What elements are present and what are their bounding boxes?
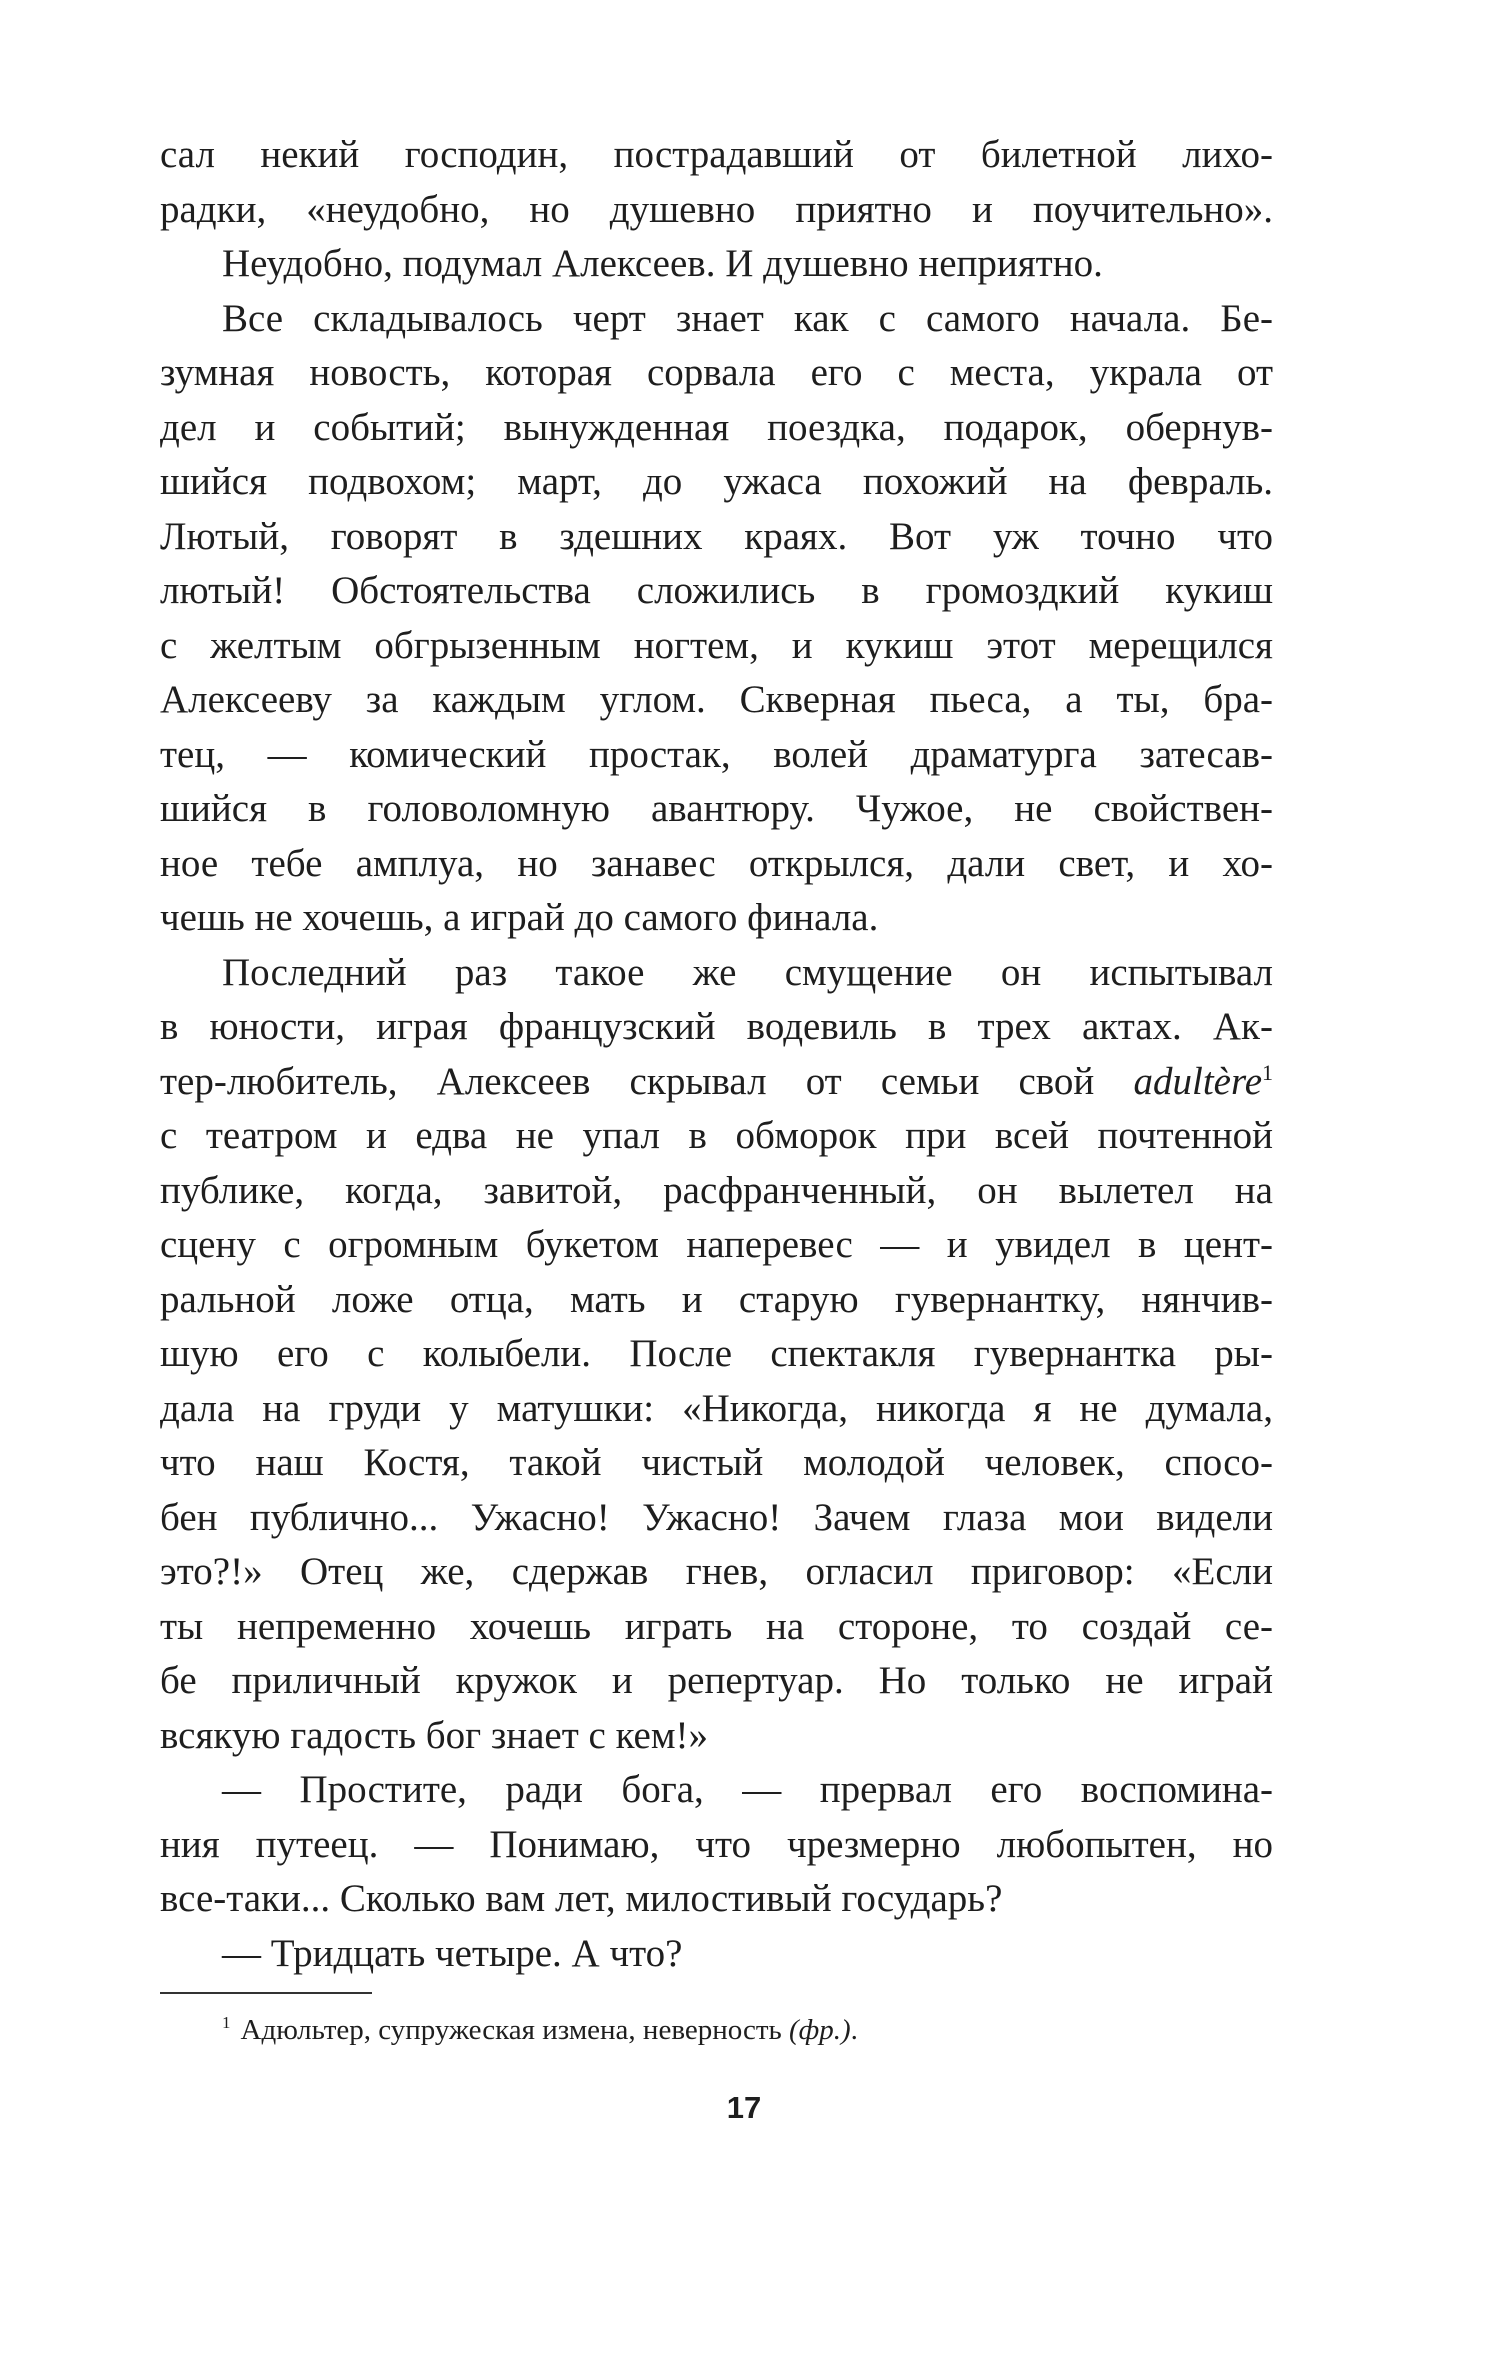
text-line: шийся в головоломную авантюру. Чужое, не свойствен- — [160, 787, 1273, 830]
text-line: Лютый, говорят в здешних краях. Вот уж точно что — [160, 514, 1273, 558]
text-line: Все складывалось черт знает как с самого начала. Бе- — [222, 296, 1273, 340]
text-line: — Простите, ради бога, — прервал его воспомина- — [222, 1768, 1273, 1811]
text-line: Неудобно, подумал Алексеев. И душевно неприятно. — [222, 242, 1103, 285]
footnote-end: . — [850, 2014, 858, 2046]
footnote-divider — [160, 1992, 372, 1994]
text-line: бе приличный кружок и репертуар. Но только не играй — [160, 1659, 1273, 1702]
text-line: это?!» Отец же, сдержав гнев, огласил приговор: «Если — [160, 1550, 1273, 1593]
footnote — [222, 2012, 858, 2048]
body-text — [160, 128, 1273, 1981]
text-line: дала на груди у матушки: «Никогда, никогда я не думала, — [160, 1386, 1273, 1430]
text-line: ральной ложе отца, мать и старую гувернантку, нянчив- — [160, 1277, 1273, 1321]
text-line: в юности, играя французский водевиль в трех актах. Ак- — [160, 1005, 1273, 1048]
text-line: что наш Костя, такой чистый молодой человек, спосо- — [160, 1441, 1273, 1484]
text-line: с желтым обгрызенным ногтем, и кукиш этот мерещился — [160, 623, 1273, 667]
text-line: бен публично... Ужасно! Ужасно! Зачем глаза мои видели — [160, 1495, 1273, 1539]
text-line: ное тебе амплуа, но занавес открылся, дали свет, и хо- — [160, 841, 1273, 885]
text-line: шийся подвохом; март, до ужаса похожий на февраль. — [160, 460, 1273, 503]
text-line: сал некий господин, пострадавший от билетной лихо- — [160, 133, 1273, 176]
text-line: шую его с колыбели. После спектакля гувернантка ры- — [160, 1332, 1273, 1375]
text-line: сцену с огромным букетом наперевес — и увидел в цент- — [160, 1223, 1273, 1266]
text-line: дел и событий; вынужденная поездка, подарок, обернув- — [160, 405, 1273, 449]
text-line: ты непременно хочешь играть на стороне, то создай се- — [160, 1604, 1273, 1648]
text-line: всякую гадость бог знает с кем!» — [160, 1713, 709, 1757]
text-line: лютый! Обстоятельства сложились в громоздкий кукиш — [160, 569, 1273, 612]
italic-word: adultère — [1133, 1059, 1263, 1103]
text-line: с театром и едва не упал в обморок при всей почтенной — [160, 1114, 1273, 1157]
text-line: — Тридцать четыре. А что? — [222, 1931, 683, 1975]
text-segment: тер-любитель, Алексеев скрывал от семьи свой — [160, 1059, 1095, 1103]
text-line: ния путеец. — Понимаю, что чрезмерно любопытен, но — [160, 1822, 1273, 1866]
footnote-text: Адюльтер, супружеская измена, неверность — [240, 2014, 782, 2046]
text-line: тец, — комический простак, волей драматурга затесав- — [160, 732, 1273, 776]
text-line: Алексееву за каждым углом. Скверная пьеса, а ты, бра- — [160, 678, 1273, 721]
text-line: публике, когда, завитой, расфранченный, он вылетел на — [160, 1168, 1273, 1212]
text-line: радки, «неудобно, но душевно приятно и поучительно». — [160, 187, 1273, 231]
text-line: все-таки... Сколько вам лет, милостивый государь? — [160, 1877, 1003, 1920]
footnote-abbrev: (фр.) — [788, 2014, 851, 2046]
text-line: зумная новость, которая сорвала его с места, украла от — [160, 351, 1273, 394]
text-line: чешь не хочешь, а играй до самого финала. — [160, 896, 879, 939]
page-number: 17 — [726, 2090, 762, 2125]
footnote-mark: 1 — [222, 2013, 231, 2032]
text-line-with-footnote — [160, 1055, 1273, 1110]
text-line: Последний раз такое же смущение он испытывал — [222, 950, 1273, 994]
footnote-reference[interactable]: 1 — [1262, 1059, 1273, 1085]
